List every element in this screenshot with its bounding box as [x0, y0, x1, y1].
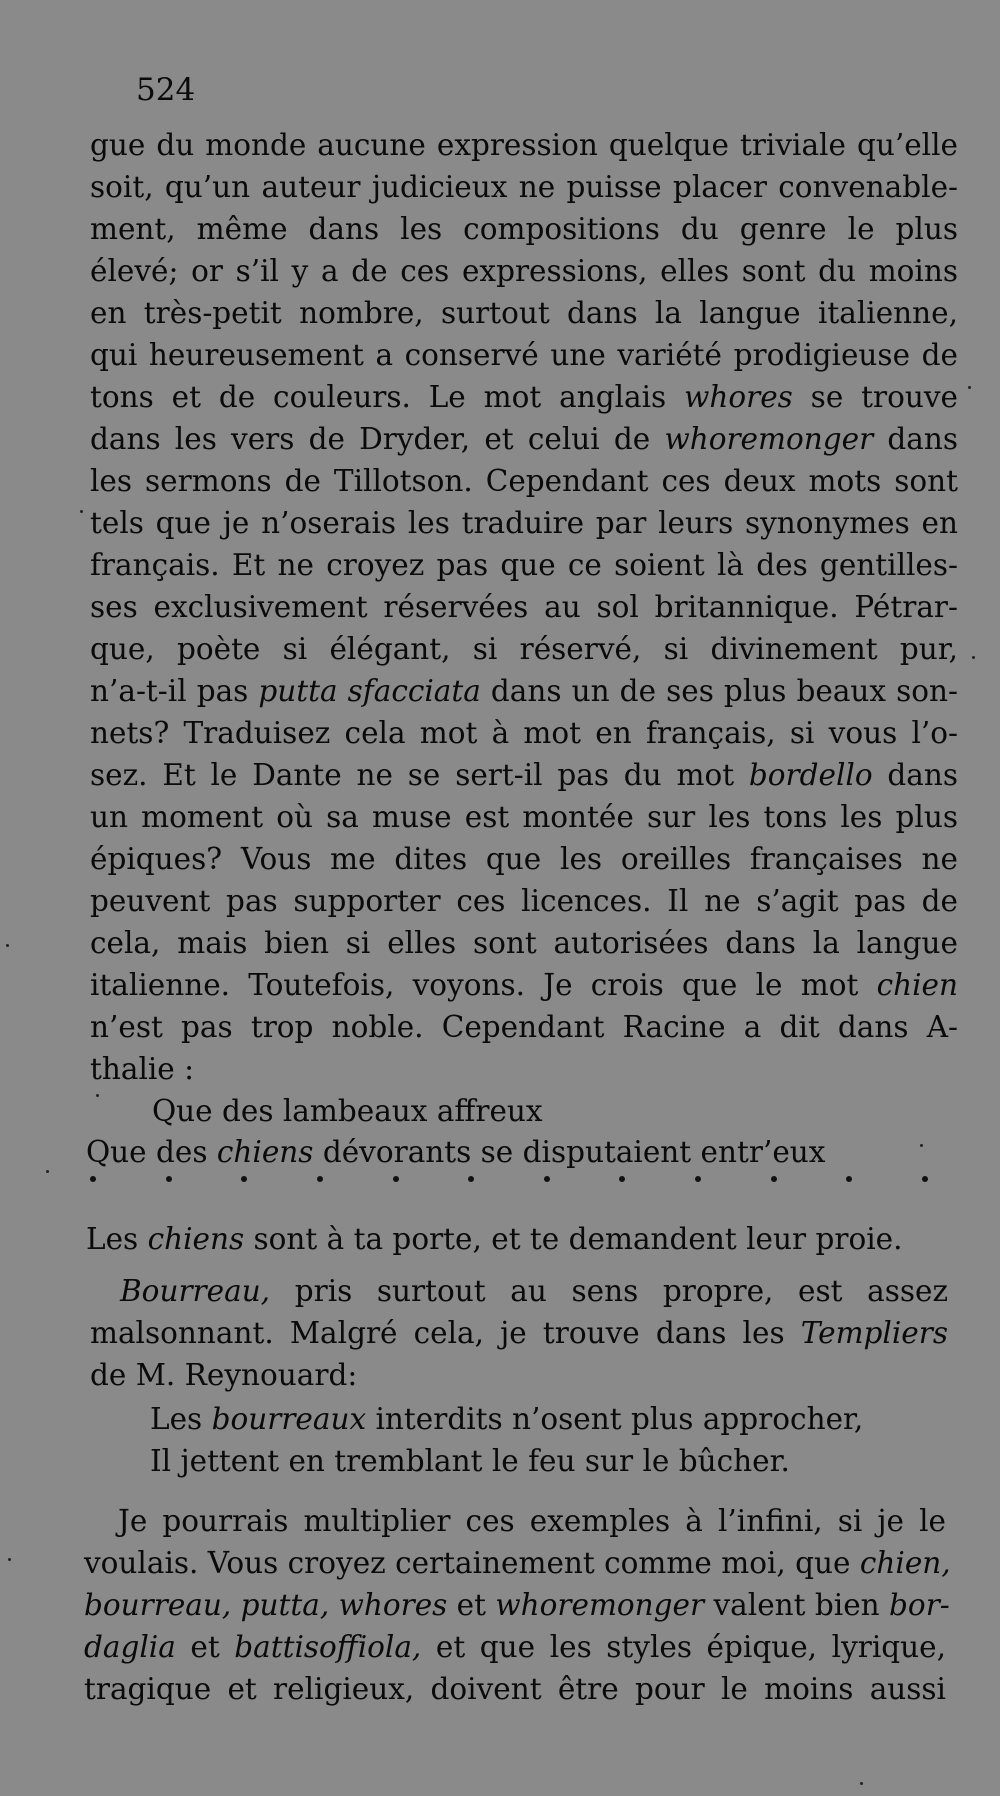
text-line: que, poète si élégant, si réservé, si divinement pur,: [90, 632, 958, 666]
text-line: sez. Et le Dante ne se sert-il pas du mot bordello dans: [90, 758, 958, 792]
italic-word: bourreaux: [211, 1402, 367, 1436]
italic-word: whores: [684, 380, 793, 414]
paragraph-2: [90, 1270, 948, 1396]
scan-speck: [920, 1144, 923, 1147]
italic-word: whoremonger: [495, 1588, 705, 1622]
scan-speck: [972, 656, 975, 659]
scan-speck: [96, 1094, 99, 1097]
italic-word: daglia: [84, 1630, 176, 1664]
paragraph-3: [84, 1500, 951, 1710]
text-line: de M. Reynouard:: [90, 1358, 358, 1392]
text-line: dans les vers de Dryder, et celui de whoremonger dans: [90, 422, 958, 456]
text-line: bourreau, putta, whores et whoremonger valent bien bor-: [84, 1588, 950, 1622]
verse-line: Les chiens sont à ta porte, et te demandent leur proie.: [86, 1222, 903, 1256]
text-line: Je pourrais multiplier ces exemples à l’infini, si je le: [118, 1504, 946, 1538]
verse-line: Il jettent en tremblant le feu sur le bûcher.: [150, 1444, 790, 1478]
text-line: tels que je n’oserais les traduire par leurs synonymes en: [90, 506, 958, 540]
italic-word: Bourreau,: [120, 1274, 271, 1308]
italic-word: bordello: [748, 758, 873, 792]
italic-word: chien: [876, 968, 958, 1002]
verse-line: Que des chiens dévorants se disputaient entr’eux: [86, 1135, 826, 1169]
text-line: les sermons de Tillotson. Cependant ces deux mots sont: [90, 464, 958, 498]
scan-speck: [6, 944, 9, 947]
page-number: 524: [136, 72, 196, 108]
text-line: en très-petit nombre, surtout dans la langue italienne,: [90, 296, 958, 330]
text-line: élevé; or s’il y a de ces expressions, elles sont du moins: [90, 254, 958, 288]
text-line: gue du monde aucune expression quelque triviale qu’elle: [90, 128, 958, 162]
ellipsis-row: [90, 1176, 928, 1182]
text-line: voulais. Vous croyez certainement comme moi, que chien,: [84, 1546, 951, 1580]
scan-speck: [80, 510, 83, 513]
text-line: ses exclusivement réservées au sol britannique. Pétrar-: [90, 590, 958, 624]
text-line: tons et de couleurs. Le mot anglais whores se trouve: [90, 380, 958, 414]
scan-speck: [860, 1782, 863, 1785]
text-line: Bourreau, pris surtout au sens propre, est assez: [120, 1274, 948, 1308]
text-line: épiques? Vous me dites que les oreilles françaises ne: [90, 842, 958, 876]
text-line: tragique et religieux, doivent être pour le moins aussi: [84, 1672, 946, 1706]
text-line: qui heureusement a conservé une variété prodigieuse de: [90, 338, 958, 372]
text-line: n’est pas trop noble. Cependant Racine a dit dans A-: [90, 1010, 958, 1044]
verse-line: Que des lambeaux affreux: [152, 1094, 543, 1128]
text-line: n’a-t-il pas putta sfacciata dans un de ses plus beaux son-: [90, 674, 958, 708]
text-line: italienne. Toutefois, voyons. Je crois que le mot chien: [90, 968, 958, 1002]
italic-word: putta sfacciata: [258, 674, 481, 708]
italic-word: bourreau, putta, whores: [84, 1588, 448, 1622]
italic-word: battisoffiola,: [234, 1630, 422, 1664]
paragraph-1: [90, 124, 958, 1090]
text-line: soit, qu’un auteur judicieux ne puisse placer convenable-: [90, 170, 958, 204]
text-line: français. Et ne croyez pas que ce soient là des gentilles-: [90, 548, 958, 582]
italic-word: chiens: [147, 1222, 245, 1256]
italic-word: chien,: [859, 1546, 951, 1580]
text-line: daglia et battisoffiola, et que les styles épique, lyrique,: [84, 1630, 946, 1664]
italic-word: bor-: [889, 1588, 950, 1622]
italic-word: whoremonger: [664, 422, 874, 456]
italic-word: Templiers: [800, 1316, 948, 1350]
text-line: ment, même dans les compositions du genre le plus: [90, 212, 958, 246]
text-line: peuvent pas supporter ces licences. Il ne s’agit pas de: [90, 884, 958, 918]
italic-word: chiens: [216, 1135, 314, 1169]
text-line: un moment où sa muse est montée sur les tons les plus: [90, 800, 958, 834]
verse-line: Les bourreaux interdits n’osent plus approcher,: [150, 1402, 864, 1436]
text-line: thalie :: [90, 1052, 195, 1086]
scan-speck: [968, 386, 971, 389]
text-line: nets? Traduisez cela mot à mot en français, si vous l’o-: [90, 716, 958, 750]
text-line: malsonnant. Malgré cela, je trouve dans les Templiers: [90, 1316, 948, 1350]
scan-speck: [46, 1170, 49, 1173]
scan-speck: [8, 1558, 11, 1561]
text-line: cela, mais bien si elles sont autorisées dans la langue: [90, 926, 958, 960]
